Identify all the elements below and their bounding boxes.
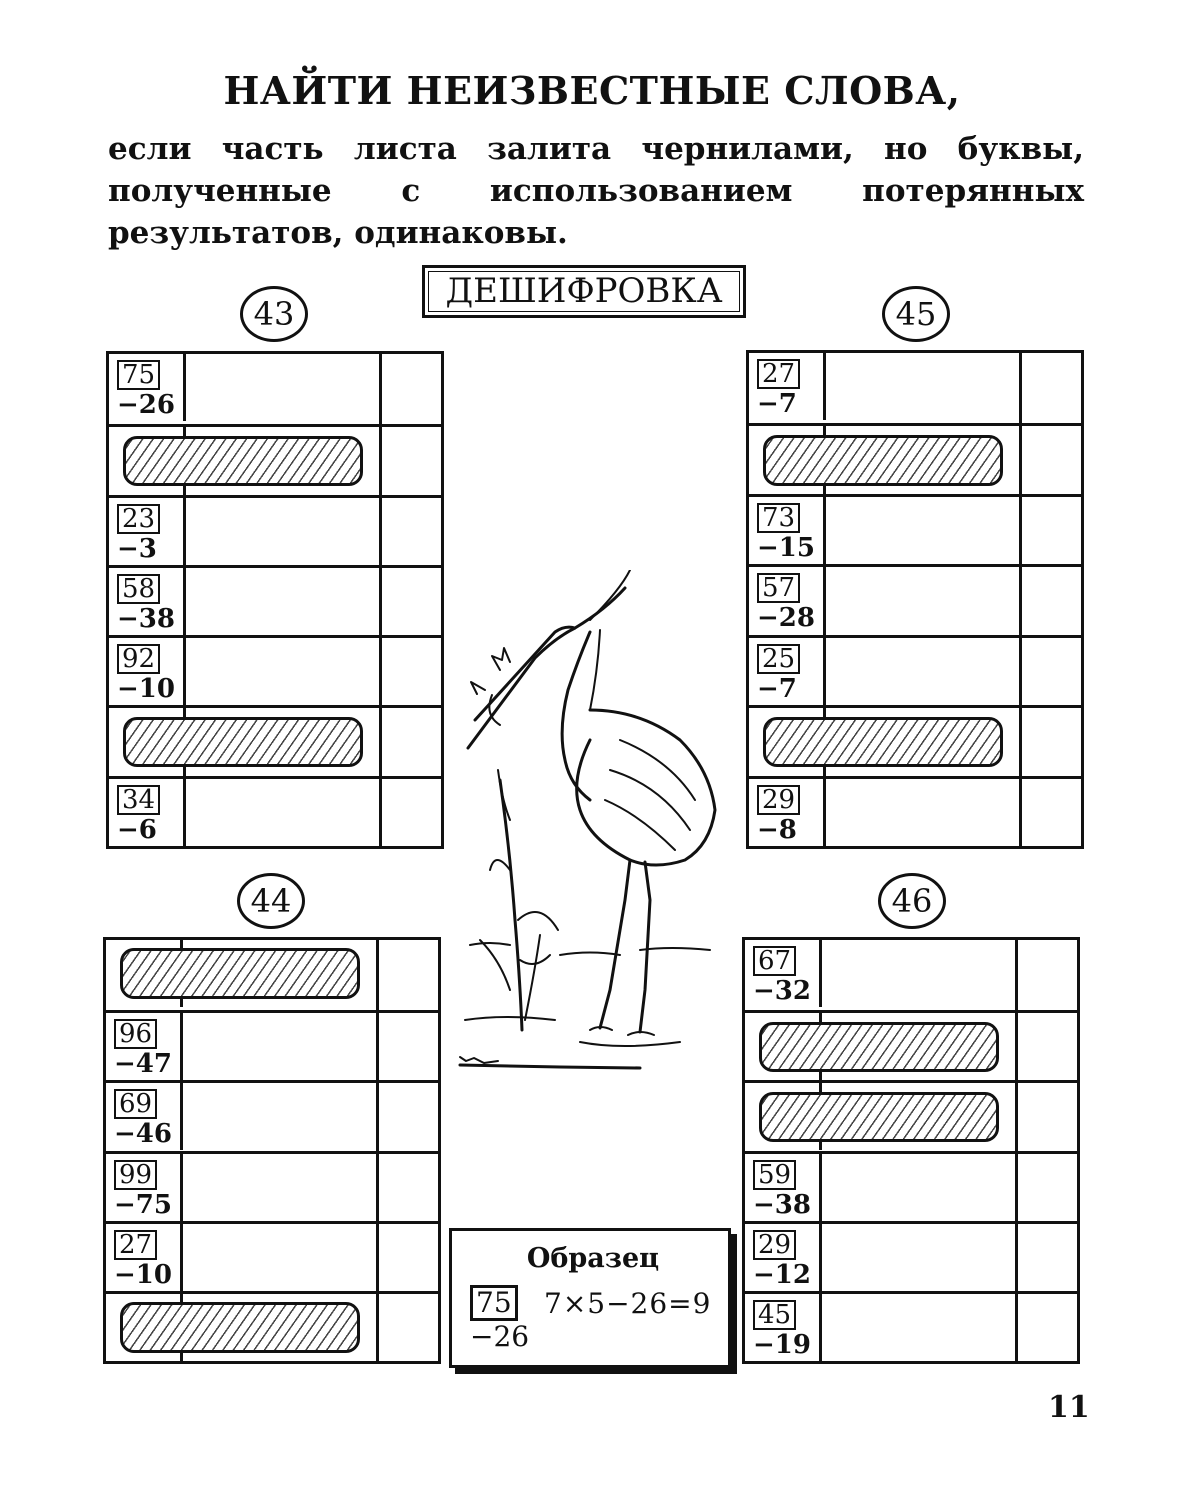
subtraction-task — [753, 1300, 811, 1360]
sample-subtrahend: −26 — [470, 1320, 530, 1353]
task-row — [745, 1221, 1077, 1291]
task-row — [749, 353, 1081, 423]
minuend-box: 27 — [114, 1230, 157, 1260]
sample-top-number: 75 — [470, 1285, 518, 1321]
task-row — [106, 1151, 438, 1221]
subtrahend: −28 — [757, 603, 815, 634]
task-row — [106, 1080, 438, 1150]
minuend-box: 25 — [757, 644, 800, 674]
task-row — [106, 1221, 438, 1291]
minuend-box: 92 — [117, 644, 160, 674]
subtrahend: −32 — [753, 976, 811, 1006]
subtrahend: −47 — [114, 1049, 172, 1080]
task-row — [749, 776, 1081, 846]
sample-equation: 7×5−26=9 — [544, 1287, 712, 1320]
table-divider — [823, 567, 826, 634]
subtrahend: −10 — [114, 1259, 172, 1290]
minuend-box: 67 — [753, 946, 796, 976]
sample-title: Образец — [526, 1243, 660, 1274]
task-row — [109, 776, 441, 846]
task-row — [749, 635, 1081, 705]
subtraction-task — [757, 573, 815, 633]
subtrahend: −10 — [117, 674, 175, 705]
task-row — [109, 565, 441, 635]
subtraction-task — [117, 504, 160, 564]
table-divider — [819, 1224, 822, 1291]
subtraction-task — [753, 946, 811, 1006]
ink-blot — [763, 435, 1003, 486]
minuend-box: 45 — [753, 1300, 796, 1330]
puzzle-number-46: 46 — [878, 873, 946, 929]
subtrahend: −26 — [117, 390, 175, 420]
subtrahend: −12 — [753, 1259, 811, 1290]
puzzle-table-44 — [103, 937, 441, 1364]
blot-row — [109, 705, 441, 775]
instructions: если часть листа залита чернилами, но буквы, полученные с использованием потерянных результатов, одинаковы. — [108, 131, 1084, 251]
subtrahend: −15 — [757, 532, 815, 563]
subtraction-task — [117, 644, 175, 704]
blot-row — [106, 1291, 438, 1361]
minuend-box: 96 — [114, 1019, 157, 1049]
subtraction-task — [114, 1230, 172, 1290]
page-number: 11 — [1048, 1390, 1090, 1425]
minuend-box: 58 — [117, 574, 160, 604]
subtraction-task — [757, 503, 815, 563]
ink-blot — [759, 1022, 999, 1073]
task-row — [106, 1010, 438, 1080]
table-divider — [180, 1224, 183, 1291]
table-divider — [823, 638, 826, 705]
subtraction-task — [753, 1160, 811, 1220]
task-row — [749, 564, 1081, 634]
minuend-box: 29 — [753, 1230, 796, 1260]
table-divider — [180, 1154, 183, 1221]
table-divider — [183, 498, 186, 565]
minuend-box: 69 — [114, 1089, 157, 1119]
subtrahend: −75 — [114, 1189, 172, 1220]
table-divider — [183, 568, 186, 635]
task-row — [749, 494, 1081, 564]
blot-row — [745, 1080, 1077, 1150]
ink-blot — [759, 1092, 999, 1143]
table-divider — [819, 940, 822, 1007]
ink-blot — [763, 717, 1003, 768]
table-divider — [183, 354, 186, 421]
subtraction-task — [114, 1019, 172, 1079]
table-divider — [819, 1294, 822, 1361]
table-divider — [180, 1013, 183, 1080]
subtraction-task — [114, 1089, 172, 1149]
subtrahend: −7 — [757, 389, 797, 419]
ink-blot — [120, 948, 360, 999]
puzzle-table-45 — [746, 350, 1084, 849]
subtraction-task — [757, 359, 800, 419]
subtraction-task — [117, 574, 175, 634]
table-divider — [823, 497, 826, 564]
table-divider — [823, 779, 826, 846]
table-divider — [819, 1154, 822, 1221]
ink-blot — [123, 436, 363, 487]
minuend-box: 29 — [757, 785, 800, 815]
subtrahend: −8 — [757, 814, 797, 845]
subtraction-task — [757, 785, 800, 845]
blot-row — [106, 940, 438, 1010]
ink-blot — [123, 717, 363, 768]
minuend-box: 75 — [117, 360, 160, 390]
subtrahend: −38 — [753, 1189, 811, 1220]
puzzle-number-43: 43 — [240, 286, 308, 342]
subtraction-task — [757, 644, 800, 704]
task-row — [745, 1291, 1077, 1361]
subtrahend: −6 — [117, 814, 157, 845]
blot-row — [749, 705, 1081, 775]
sample-task — [470, 1285, 529, 1353]
subtrahend: −46 — [114, 1119, 172, 1150]
ink-blot — [120, 1302, 360, 1353]
task-row — [745, 940, 1077, 1010]
subtrahend: −7 — [757, 673, 797, 704]
subtraction-task — [753, 1230, 811, 1290]
sample-box — [449, 1228, 731, 1368]
subtraction-task — [117, 785, 160, 845]
minuend-box: 27 — [757, 359, 800, 389]
blot-row — [109, 424, 441, 494]
minuend-box: 59 — [753, 1160, 796, 1190]
minuend-box: 23 — [117, 504, 160, 534]
cipher-label: ДЕШИФРОВКА — [422, 265, 746, 318]
minuend-box: 99 — [114, 1160, 157, 1190]
task-row — [109, 635, 441, 705]
subtrahend: −3 — [117, 533, 157, 564]
table-divider — [183, 779, 186, 846]
page-title: НАЙТИ НЕИЗВЕСТНЫЕ СЛОВА, — [223, 68, 961, 113]
heron-illustration — [440, 570, 740, 1080]
subtrahend: −38 — [117, 603, 175, 634]
puzzle-number-45: 45 — [882, 286, 950, 342]
puzzle-number-44: 44 — [237, 873, 305, 929]
subtrahend: −19 — [753, 1329, 811, 1360]
task-row — [109, 354, 441, 424]
subtraction-task — [117, 360, 175, 420]
table-divider — [180, 1083, 183, 1150]
table-divider — [183, 638, 186, 705]
task-row — [109, 495, 441, 565]
minuend-box: 34 — [117, 785, 160, 815]
blot-row — [745, 1010, 1077, 1080]
table-divider — [823, 353, 826, 420]
puzzle-table-46 — [742, 937, 1080, 1364]
puzzle-table-43 — [106, 351, 444, 849]
minuend-box: 73 — [757, 503, 800, 533]
task-row — [745, 1151, 1077, 1221]
subtraction-task — [114, 1160, 172, 1220]
blot-row — [749, 423, 1081, 493]
minuend-box: 57 — [757, 573, 800, 603]
